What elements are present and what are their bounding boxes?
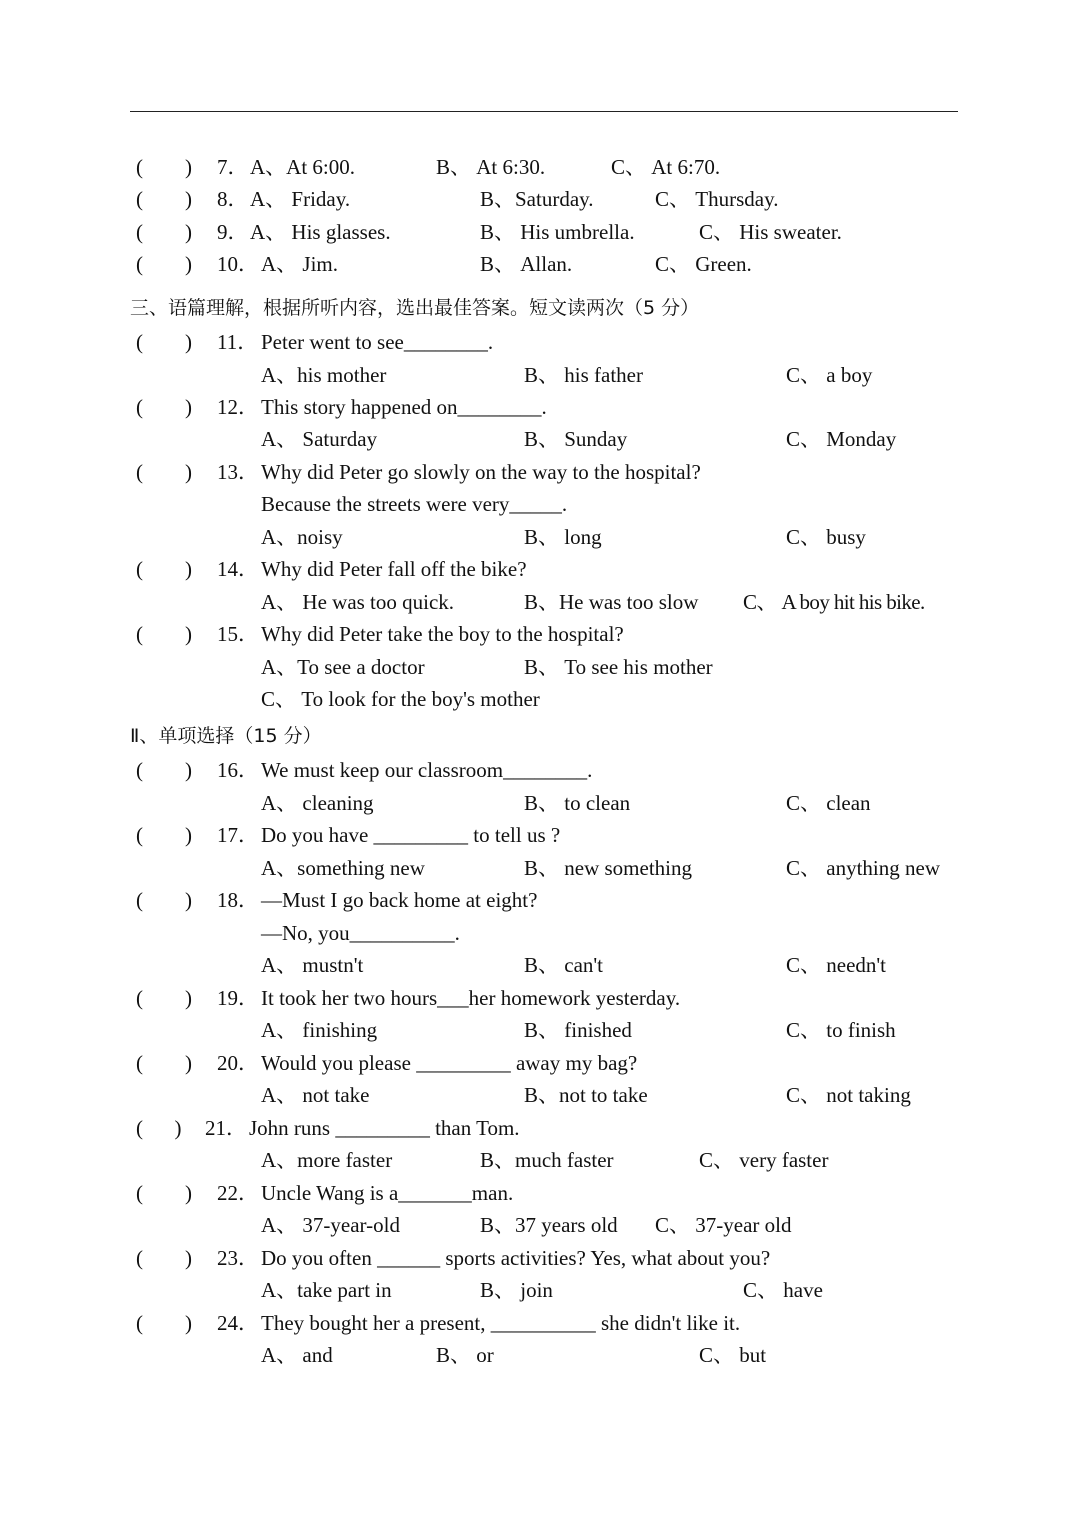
option-a: A、 Friday. [250,187,351,211]
option-a: A、take part in [261,1278,392,1302]
option-c: C、 anything new [786,856,940,880]
option-b: B、 finished [524,1018,632,1042]
option-b: B、 or [436,1343,494,1367]
question-stem: Why did Peter take the boy to the hospital? [261,622,624,646]
option-c: C、 37-year old [655,1213,792,1237]
option-a: A、something new [261,856,425,880]
question-number: 16． [217,758,259,782]
answer-blank[interactable]: ( ) [136,1246,192,1270]
question-number: 19． [217,986,259,1010]
option-c: C、 A boy hit his bike. [743,590,925,614]
option-a: A、At 6:00. [250,155,355,179]
section-3-heading: 三、语篇理解，根据所听内容，选出最佳答案。短文读两次（5 分） [130,297,700,319]
answer-blank[interactable]: ( ) [136,1311,192,1335]
question-number: 22． [217,1181,259,1205]
option-a: A、noisy [261,525,343,549]
question-number: 11． [217,330,259,354]
option-c: C、 have [743,1278,823,1302]
answer-blank[interactable]: ( ) [136,252,192,276]
question-number: 14． [217,557,259,581]
question-stem: Uncle Wang is a_______man. [261,1181,514,1205]
option-b: B、 join [480,1278,553,1302]
answer-blank[interactable]: ( ) [136,622,192,646]
option-b: B、 To see his mother [524,655,713,679]
answer-blank[interactable]: ( ) [136,155,192,179]
option-a: A、 not take [261,1083,370,1107]
question-number: 17． [217,823,259,847]
option-c: C、 to finish [786,1018,896,1042]
answer-blank[interactable]: ( ) [136,1181,192,1205]
option-a: A、 mustn't [261,953,364,977]
answer-blank[interactable]: ( ) [136,460,192,484]
option-b: B、 to clean [524,791,631,815]
question-number: 23． [217,1246,259,1270]
question-stem: —Must I go back home at eight? [261,888,538,912]
option-b: B、37 years old [480,1213,618,1237]
question-stem: John runs _________ than Tom. [249,1116,520,1140]
option-a: A、 Jim. [261,252,339,276]
question-number: 24． [217,1311,259,1335]
question-number: 13． [217,460,259,484]
option-a: A、 and [261,1343,333,1367]
answer-blank[interactable]: ( ) [136,1051,192,1075]
option-a: A、 His glasses. [250,220,391,244]
option-b: B、 Sunday [524,427,628,451]
answer-blank[interactable]: ( ) [136,557,192,581]
option-b: B、 At 6:30. [436,155,546,179]
answer-blank[interactable]: ( ) [136,888,192,912]
option-a: A、 cleaning [261,791,374,815]
option-b: B、 His umbrella. [480,220,635,244]
question-stem: Why did Peter fall off the bike? [261,557,527,581]
option-a: A、 Saturday [261,427,378,451]
question-number: 12． [217,395,259,419]
option-c: C、 Monday [786,427,897,451]
option-c: C、 At 6:70. [611,155,721,179]
question-stem: Do you often ______ sports activities? Yes, what about you? [261,1246,771,1270]
question-number: 15． [217,622,259,646]
question-stem: Would you please _________ away my bag? [261,1051,638,1075]
answer-blank[interactable]: ( ) [136,1116,182,1140]
question-stem: Why did Peter go slowly on the way to the hospital? [261,460,701,484]
question-number: 18． [217,888,259,912]
option-c: C、 Thursday. [655,187,779,211]
question-number: 7． [217,155,249,179]
answer-blank[interactable]: ( ) [136,187,192,211]
question-number: 10． [217,252,259,276]
option-b: B、 can't [524,953,604,977]
answer-blank[interactable]: ( ) [136,220,192,244]
option-a: A、 He was too quick. [261,590,455,614]
option-c: C、 To look for the boy's mother [261,687,540,711]
header-rule [130,111,958,112]
option-c: C、 but [699,1343,767,1367]
question-stem: Do you have _________ to tell us ? [261,823,561,847]
question-number: 9． [217,220,249,244]
option-c: C、 busy [786,525,866,549]
option-c: C、 clean [786,791,871,815]
answer-blank[interactable]: ( ) [136,986,192,1010]
option-b: B、 his father [524,363,643,387]
option-a: A、 37-year-old [261,1213,400,1237]
option-b: B、 Allan. [480,252,573,276]
question-stem-continued: Because the streets were very_____. [261,492,568,516]
answer-blank[interactable]: ( ) [136,330,192,354]
option-c: C、 Green. [655,252,752,276]
option-b: B、not to take [524,1083,648,1107]
option-a: A、his mother [261,363,387,387]
option-c: C、 not taking [786,1083,911,1107]
answer-blank[interactable]: ( ) [136,395,192,419]
option-a: A、more faster [261,1148,393,1172]
option-a: A、 finishing [261,1018,378,1042]
section-2-heading: Ⅱ、单项选择（15 分） [130,725,322,747]
question-number: 21． [205,1116,247,1140]
option-c: C、 needn't [786,953,887,977]
option-b: B、Saturday. [480,187,594,211]
option-a: A、To see a doctor [261,655,425,679]
question-number: 20． [217,1051,259,1075]
question-stem: It took her two hours___her homework yesterday. [261,986,681,1010]
option-c: C、 very faster [699,1148,829,1172]
question-stem: This story happened on________. [261,395,547,419]
answer-blank[interactable]: ( ) [136,823,192,847]
option-c: C、 His sweater. [699,220,842,244]
option-b: B、He was too slow [524,590,699,614]
question-stem: They bought her a present, __________ she didn't like it. [261,1311,741,1335]
answer-blank[interactable]: ( ) [136,758,192,782]
option-b: B、 long [524,525,602,549]
question-number: 8． [217,187,249,211]
question-stem-continued: —No, you__________. [261,921,460,945]
option-b: B、 new something [524,856,692,880]
question-stem: We must keep our classroom________. [261,758,593,782]
option-c: C、 a boy [786,363,873,387]
option-b: B、much faster [480,1148,614,1172]
question-stem: Peter went to see________. [261,330,494,354]
